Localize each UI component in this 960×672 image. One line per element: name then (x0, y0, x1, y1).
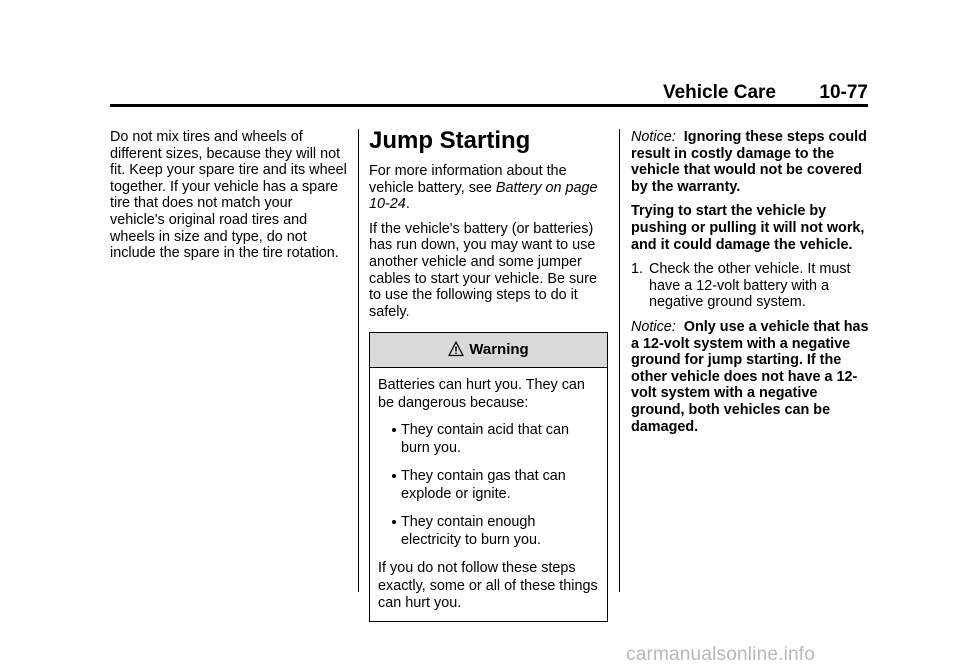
intro-suffix: . (405, 196, 410, 213)
push-pull-warning: Trying to start the vehicle by pushing or pulling it will not work, and it could damage the vehicle. (631, 203, 865, 253)
battery-rundown-paragraph: If the vehicle's battery (or batteries) has run down, you may want to use another vehicle and some jumper cables to start your vehicle. Be sure to use the following steps to do it safely. (369, 220, 597, 320)
tire-mixing-paragraph: Do not mix tires and wheels of different sizes, because they will not fit. Keep your spare tire and its wheel together. If your vehicle has a spare tire that does not match your vehicle's original road tires and wheels in size and type, do not include the spare in the tire rotation. (110, 129, 347, 262)
warning-heading: Warning (469, 341, 529, 359)
warning-body (370, 368, 607, 621)
bullet-icon (392, 428, 396, 432)
warning-bullet (378, 514, 599, 549)
warning-triangle-icon (448, 341, 464, 357)
notice-label: Notice: (631, 318, 676, 335)
warning-header (370, 333, 607, 368)
bullet-icon (392, 520, 396, 524)
warning-closing: If you do not follow these steps exactly, some or all of these things can hurt you. (378, 560, 598, 612)
notice-text: Only use a vehicle that has a 12-volt system with a negative ground for jump starting. If the other vehicle does not have a 12-volt system with a negative ground, both vehicles can be damaged. (631, 318, 869, 435)
step-text: Check the other vehicle. It must have a 12-volt battery with a negative ground system. (649, 261, 851, 311)
bullet-icon (392, 474, 396, 478)
column-divider-left (358, 129, 359, 592)
warning-bullet-text: They contain gas that can explode or ignite. (401, 468, 566, 502)
header-section-title: Vehicle Care (662, 82, 776, 103)
header-page-number: 10-77 (819, 82, 868, 103)
notice-12-volt (631, 319, 871, 435)
warning-bullet-text: They contain enough electricity to burn you. (401, 514, 541, 548)
warning-box (369, 332, 608, 622)
warning-bullet (378, 422, 599, 457)
intro-paragraph (369, 163, 609, 213)
step-number: 1. (631, 261, 644, 278)
column-middle (369, 129, 609, 622)
column-left (110, 129, 350, 270)
notice-text: Ignoring these steps could result in costly damage to the vehicle that would not be covered by the warranty. (631, 129, 867, 195)
warning-bullet (378, 468, 599, 503)
header-rule (110, 104, 868, 107)
intro-prefix: For more information about the vehicle battery, see (369, 163, 567, 196)
section-title: Jump Starting (369, 127, 531, 154)
warning-lead: Batteries can hurt you. They can be dangerous because: (378, 377, 585, 411)
notice-label: Notice: (631, 129, 676, 145)
page-header (110, 82, 868, 106)
battery-reference-link[interactable]: Battery on page 10-24 (369, 179, 598, 213)
column-right (631, 129, 871, 443)
column-divider-right (619, 129, 620, 592)
watermark: carmanualsonline.info (626, 644, 816, 665)
notice-ignoring-steps (631, 129, 871, 195)
warning-bullet-text: They contain acid that can burn you. (401, 422, 569, 456)
step-item (631, 261, 871, 311)
